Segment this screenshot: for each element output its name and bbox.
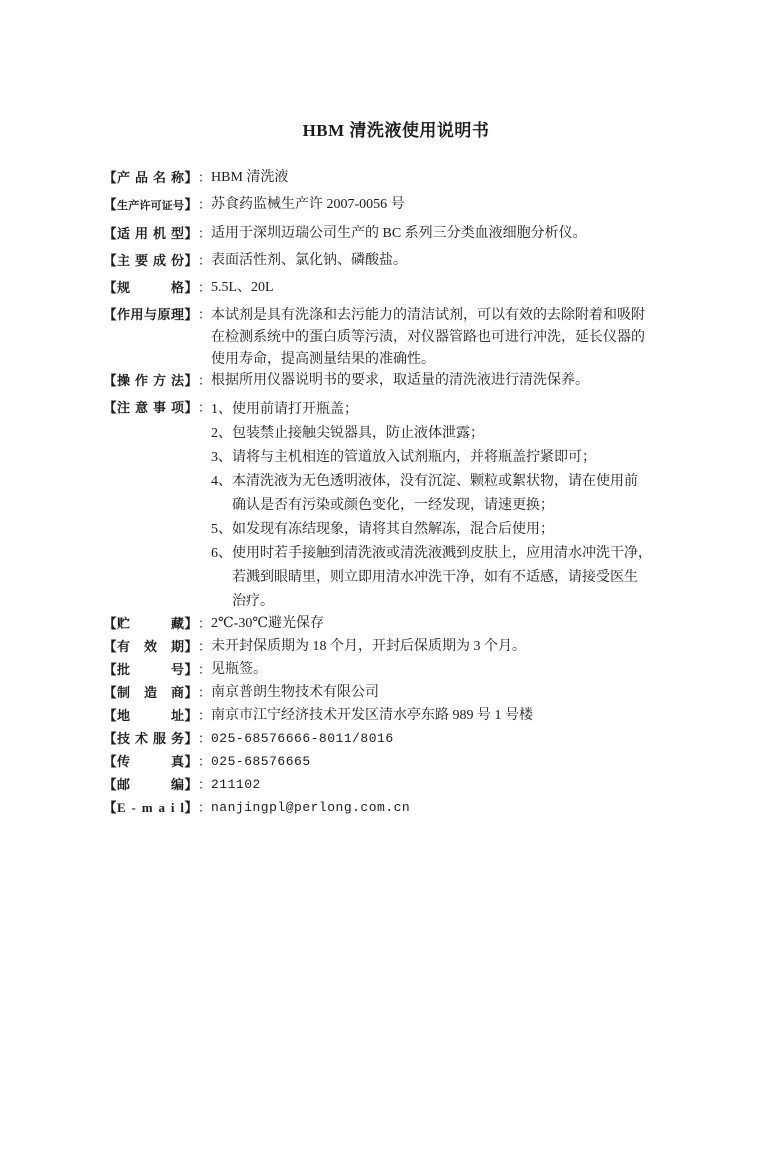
field-label [103, 729, 211, 748]
field-label [103, 168, 211, 187]
bracket-open: 【 [103, 800, 117, 815]
note-line: 治疗。 [232, 594, 274, 609]
field-value: 5.5L、20L [211, 280, 274, 295]
field-row-applicable-models [103, 224, 689, 243]
field-value: 苏食药监械生产许 2007-0056 号 [211, 197, 405, 212]
bracket-close: 】 [184, 639, 198, 654]
bracket-open: 【 [103, 777, 117, 792]
field-value [211, 305, 689, 371]
label-text: 操 作 方 法 [117, 373, 184, 388]
field-row-operation-method [103, 371, 689, 390]
field-label [103, 706, 211, 725]
paragraph-line: 本试剂是具有洗涤和去污能力的清洁试剂，可以有效的去除附着和吸附 [211, 308, 645, 323]
bracket-open: 【 [103, 731, 117, 746]
note-line: 2、包装禁止接触尖锐器具，防止液体泄露； [211, 426, 484, 441]
bracket-close: 】 [184, 226, 198, 241]
field-row-fax [103, 752, 689, 771]
bracket-open: 【 [103, 197, 117, 212]
paragraph-line: 使用寿命，提高测量结果的准确性。 [211, 352, 435, 367]
bracket-open: 【 [103, 754, 117, 769]
bracket-close: 】 [184, 373, 198, 388]
bracket-close: 】 [184, 777, 198, 792]
field-value: 根据所用仪器说明书的要求，取适量的清洗液进行清洗保养。 [211, 373, 589, 388]
field-label [103, 637, 211, 656]
field-row-batch-number [103, 660, 689, 679]
label-text: 制 造 商 [117, 685, 184, 700]
field-row-storage [103, 614, 689, 633]
note-line: 确认是否有污染或颜色变化，一经发现，请速更换； [232, 498, 554, 513]
bracket-close: 】 [184, 253, 198, 268]
bracket-open: 【 [103, 373, 117, 388]
field-row-precautions [103, 398, 689, 614]
bracket-close: 】 [184, 685, 198, 700]
field-row-email [103, 798, 689, 817]
colon: ： [197, 197, 211, 212]
field-value: 适用于深圳迈瑞公司生产的 BC 系列三分类血液细胞分析仪。 [211, 226, 587, 241]
bracket-open: 【 [103, 639, 117, 654]
field-value: 未开封保质期为 18 个月，开封后保质期为 3 个月。 [211, 639, 526, 654]
bracket-open: 【 [103, 170, 117, 185]
field-value: 025-68576665 [211, 754, 311, 769]
field-value: HBM 清洗液 [211, 170, 289, 185]
label-text: 地 址 [117, 708, 184, 723]
colon: ： [197, 280, 211, 295]
label-text: 注 意 事 项 [117, 400, 184, 415]
field-value: 南京市江宁经济技术开发区清水亭东路 989 号 1 号楼 [211, 708, 533, 723]
label-text: 邮 编 [117, 777, 184, 792]
bracket-close: 】 [184, 170, 198, 185]
field-value: 211102 [211, 777, 261, 792]
colon: ： [197, 400, 211, 415]
colon: ： [197, 777, 211, 792]
field-label [103, 305, 211, 324]
colon: ： [197, 731, 211, 746]
colon: ： [197, 226, 211, 241]
note-line: 4、本清洗液为无色透明液体，没有沉淀、颗粒或絮状物，请在使用前 [211, 474, 638, 489]
field-label [103, 278, 211, 297]
field-label [103, 251, 211, 270]
note-line: 3、请将与主机相连的管道放入试剂瓶内，并将瓶盖拧紧即可； [211, 450, 596, 465]
label-text: 传 真 [117, 754, 184, 769]
field-label [103, 614, 211, 633]
colon: ： [197, 685, 211, 700]
bracket-open: 【 [103, 708, 117, 723]
bracket-close: 】 [184, 754, 198, 769]
field-value: 表面活性剂、氯化钠、磷酸盐。 [211, 253, 407, 268]
field-label [103, 195, 211, 216]
label-text: 适 用 机 型 [117, 226, 184, 241]
label-text: 规 格 [117, 280, 184, 295]
bracket-open: 【 [103, 253, 117, 268]
bracket-close: 】 [184, 731, 198, 746]
field-row-shelf-life [103, 637, 689, 656]
field-label [103, 775, 211, 794]
field-row-technical-service [103, 729, 689, 748]
field-row-main-components [103, 251, 689, 270]
field-value: 南京普朗生物技术有限公司 [211, 685, 379, 700]
label-text: 生 产 许 可 证 号 [117, 200, 184, 212]
bracket-open: 【 [103, 226, 117, 241]
field-label [103, 398, 211, 417]
field-row-manufacturer [103, 683, 689, 702]
bracket-close: 】 [184, 662, 198, 677]
field-value: 见瓶签。 [211, 662, 267, 677]
note-line: 5、如发现有冻结现象，请将其自然解冻，混合后使用； [211, 522, 554, 537]
note-line: 6、使用时若手接触到清洗液或清洗液溅到皮肤上，应用清水冲洗干净， [211, 546, 652, 561]
bracket-open: 【 [103, 280, 117, 295]
field-row-address [103, 706, 689, 725]
bracket-open: 【 [103, 685, 117, 700]
field-row-function-principle [103, 305, 689, 371]
field-value: nanjingpl@perlong.com.cn [211, 800, 411, 815]
bracket-close: 】 [184, 400, 198, 415]
bracket-close: 】 [184, 616, 198, 631]
field-value [211, 398, 689, 614]
colon: ： [197, 170, 211, 185]
paragraph-line: 在检测系统中的蛋白质等污渍，对仪器管路也可进行冲洗，延长仪器的 [211, 330, 645, 345]
field-label [103, 371, 211, 390]
field-label [103, 224, 211, 243]
field-label [103, 683, 211, 702]
label-text: 产 品 名 称 [117, 170, 184, 185]
colon: ： [197, 639, 211, 654]
bracket-close: 】 [184, 197, 198, 212]
colon: ： [197, 708, 211, 723]
bracket-open: 【 [103, 400, 117, 415]
colon: ： [197, 800, 211, 815]
label-text: 有 效 期 [117, 639, 184, 654]
label-text: E - m a i l [117, 800, 184, 815]
field-value: 025-68576666-8011/8016 [211, 731, 394, 746]
field-row-license-number [103, 195, 689, 216]
field-row-specification [103, 278, 689, 297]
note-line: 1、使用前请打开瓶盖； [211, 402, 358, 417]
bracket-open: 【 [103, 307, 117, 322]
label-text: 批 号 [117, 662, 184, 677]
label-text: 贮 藏 [117, 616, 184, 631]
field-value: 2℃-30℃避光保存 [211, 616, 324, 631]
bracket-close: 】 [184, 280, 198, 295]
field-row-postal-code [103, 775, 689, 794]
colon: ： [197, 754, 211, 769]
field-row-product-name [103, 168, 689, 187]
bracket-close: 】 [184, 708, 198, 723]
field-label [103, 752, 211, 771]
note-line: 若溅到眼睛里，则立即用清水冲洗干净，如有不适感，请接受医生 [232, 570, 638, 585]
label-text: 技 术 服 务 [117, 731, 184, 746]
label-text: 作 用 与 原 理 [117, 307, 184, 322]
bracket-close: 】 [184, 800, 198, 815]
field-label [103, 660, 211, 679]
label-text: 主 要 成 份 [117, 253, 184, 268]
field-label [103, 798, 211, 817]
colon: ： [197, 373, 211, 388]
colon: ： [197, 253, 211, 268]
colon: ： [197, 307, 211, 322]
colon: ： [197, 616, 211, 631]
bracket-close: 】 [184, 307, 198, 322]
bracket-open: 【 [103, 616, 117, 631]
colon: ： [197, 662, 211, 677]
bracket-open: 【 [103, 662, 117, 677]
page-title: HBM 清洗液使用说明书 [302, 121, 490, 140]
